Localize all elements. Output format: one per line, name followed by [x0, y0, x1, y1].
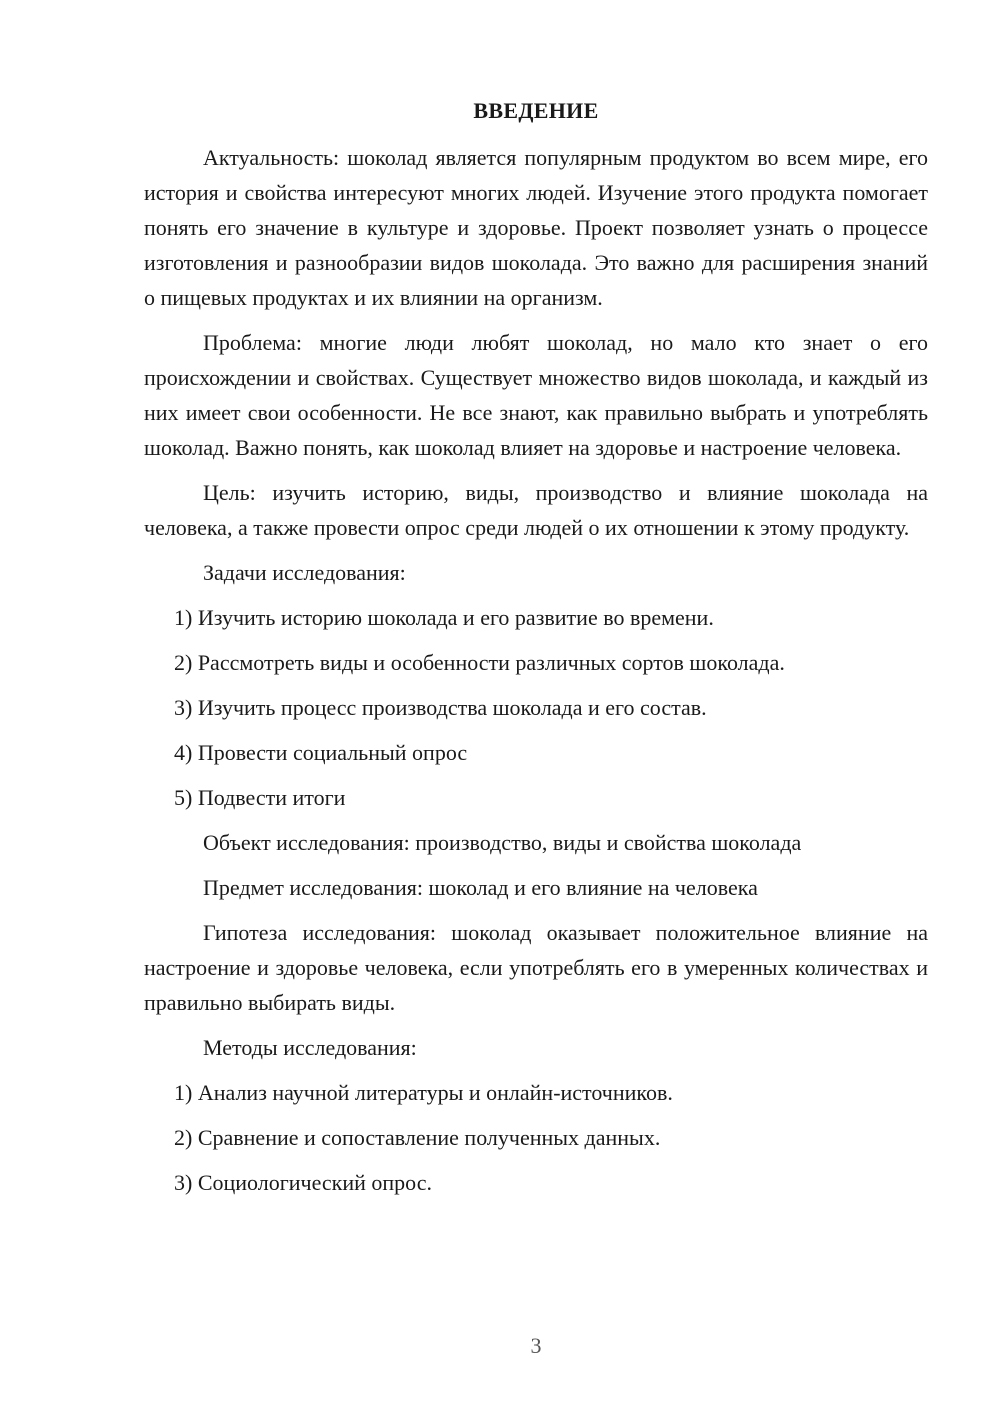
goal-paragraph: Цель: изучить историю, виды, производство и влияние шоколада на человека, а также провести опрос среди людей о их отношении к этому продукту.	[144, 480, 928, 540]
method-item-3: 3) Социологический опрос.	[174, 1170, 432, 1195]
task-item-5: 5) Подвести итоги	[174, 785, 346, 810]
section-title: ВВЕДЕНИЕ	[473, 98, 599, 123]
problem-paragraph: Проблема: многие люди любят шоколад, но мало кто знает о его происхождении и свойствах. Существует множество видов шоколада, и каждый из них имеет свои особенности. Не все знают, как правильно выбрать и употреблять шоколад. Важно понять, как шоколад влияет на здоровье и настроение человека.	[144, 330, 928, 460]
tasks-heading: Задачи исследования:	[203, 560, 406, 585]
method-item-2: 2) Сравнение и сопоставление полученных данных.	[174, 1125, 661, 1150]
page-content	[144, 93, 928, 1210]
task-item-1: 1) Изучить историю шоколада и его развитие во времени.	[174, 605, 714, 630]
hypothesis-paragraph: Гипотеза исследования: шоколад оказывает положительное влияние на настроение и здоровье человека, если употреблять его в умеренных количествах и правильно выбирать виды.	[144, 920, 928, 1015]
method-item-1: 1) Анализ научной литературы и онлайн-источников.	[174, 1080, 673, 1105]
task-item-2: 2) Рассмотреть виды и особенности различных сортов шоколада.	[174, 650, 785, 675]
methods-heading: Методы исследования:	[203, 1035, 417, 1060]
relevance-paragraph: Актуальность: шоколад является популярным продуктом во всем мире, его история и свойства интересуют многих людей. Изучение этого продукта помогает понять его значение в культуре и здоровье. Проект позволяет узнать о процессе изготовления и разнообразии видов шоколада. Это важно для расширения знаний о пищевых продуктах и их влиянии на организм.	[144, 145, 928, 310]
research-subject: Предмет исследования: шоколад и его влияние на человека	[203, 875, 758, 900]
task-item-4: 4) Провести социальный опрос	[174, 740, 468, 765]
page-number: 3	[530, 1333, 542, 1358]
research-object: Объект исследования: производство, виды и свойства шоколада	[203, 830, 802, 855]
task-item-3: 3) Изучить процесс производства шоколада и его состав.	[174, 695, 707, 720]
